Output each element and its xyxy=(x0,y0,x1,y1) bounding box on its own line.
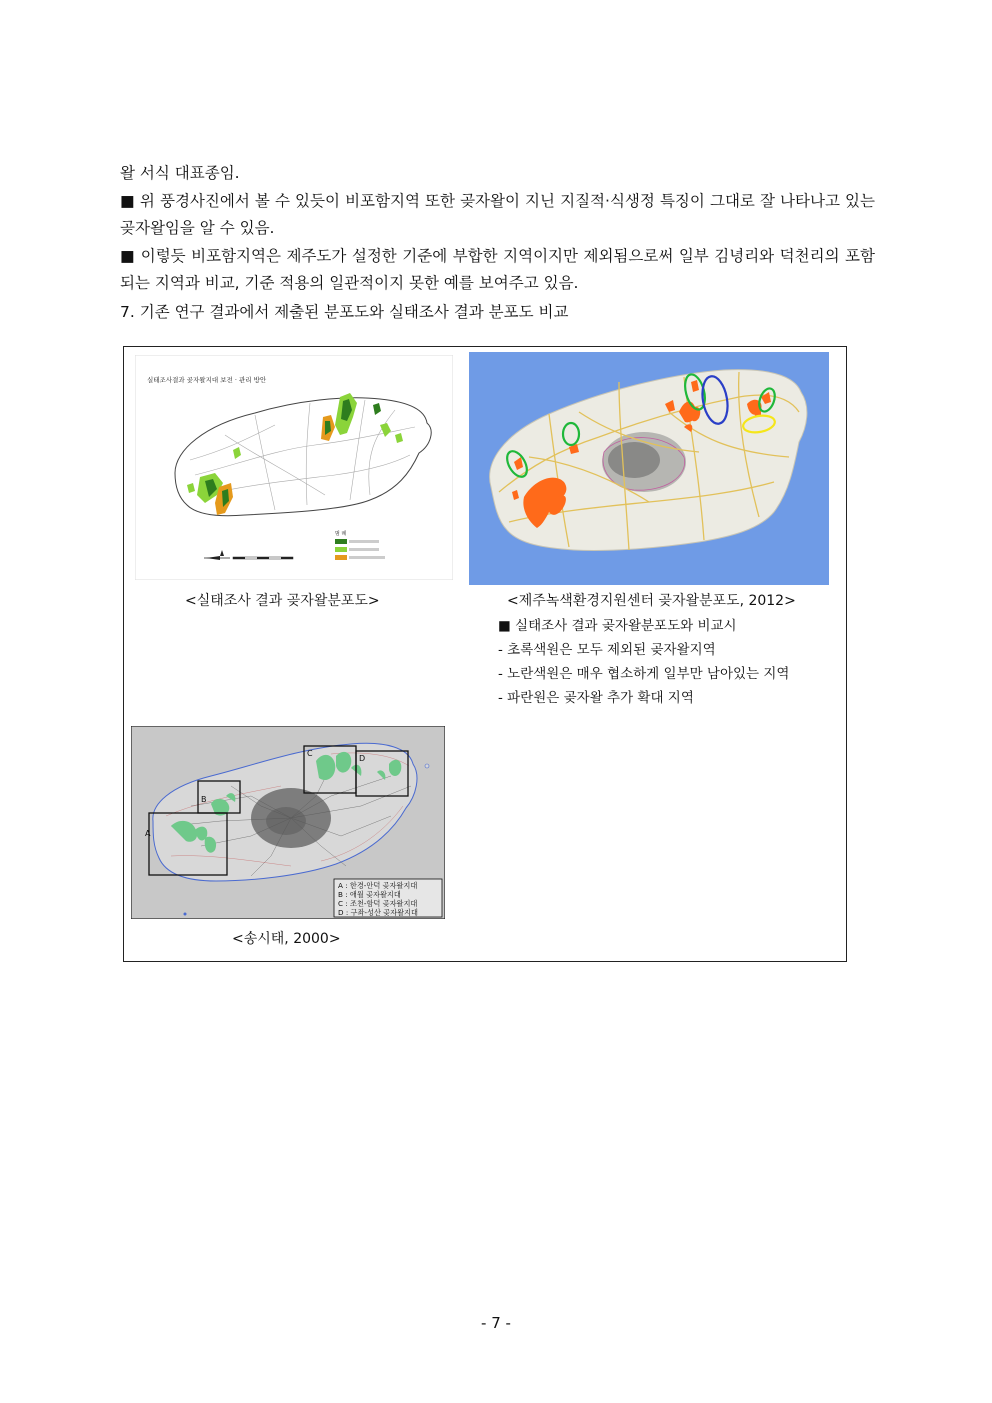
songsitae-map xyxy=(131,726,445,919)
note-comparison-heading: ■ 실태조사 결과 곶자왈분포도와 비교시 xyxy=(498,618,737,634)
legend-swatch-orange xyxy=(335,555,347,560)
note-blue-circle: - 파란원은 곶자왈 추가 확대 지역 xyxy=(498,690,694,706)
note-yellow-circle: - 노란색원은 매우 협소하게 일부만 남아있는 지역 xyxy=(498,666,790,682)
green-center-map xyxy=(469,352,829,585)
legend-swatch-dark xyxy=(335,539,347,544)
map1-title: 실태조사결과 곶자왈지대 보전 · 관리 방안 xyxy=(147,376,267,384)
paragraph-bullet-excluded: ■ 이렇듯 비포함지역은 제주도가 설정한 기준에 부합한 지역이지만 제외됨으로써 일부 김녕리와 덕천리의 포함되는 지역과 비교, 기준 적용의 일관적이지 못한 예를 보여주고 있음. xyxy=(120,247,875,292)
region-label-a: A xyxy=(145,829,151,838)
note-green-circle: - 초록색원은 모두 제외된 곶자왈지역 xyxy=(498,642,716,658)
map1-legend-header: 범 례 xyxy=(335,531,347,537)
paragraph-bullet-landscape: ■ 위 풍경사진에서 볼 수 있듯이 비포함지역 또한 곶자왈이 지닌 지질적·식생정 특징이 그대로 잘 나타나고 있는 곶자왈임을 알 수 있음. xyxy=(120,192,875,237)
map3-legend-c: C : 조천-함덕 곶자왈지대 xyxy=(338,899,418,908)
map3-legend-a: A : 한경-안덕 곶자왈지대 xyxy=(338,881,418,890)
survey-result-map xyxy=(135,355,453,580)
page-number: - 7 - xyxy=(481,1314,511,1332)
scale-bar xyxy=(233,557,293,559)
caption-green-center-map: <제주녹색환경지원센터 곶자왈분포도, 2012> xyxy=(507,593,796,609)
caption-songsitae-map: <송시태, 2000> xyxy=(232,931,341,947)
legend-swatch-light xyxy=(335,547,347,552)
region-label-d: D xyxy=(359,754,366,763)
paragraph-continuation: 왈 서식 대표종임. xyxy=(120,164,240,182)
caption-survey-map: <실태조사 결과 곶자왈분포도> xyxy=(185,593,380,609)
region-label-c: C xyxy=(307,749,313,758)
map3-legend-d: D : 구좌-성산 곶자왈지대 xyxy=(338,908,418,917)
map3-legend-b: B : 애월 곶자왈지대 xyxy=(338,890,401,899)
section-heading-7: 7. 기존 연구 결과에서 제출된 분포도와 실태조사 결과 분포도 비교 xyxy=(120,303,569,321)
region-label-b: B xyxy=(201,795,207,804)
